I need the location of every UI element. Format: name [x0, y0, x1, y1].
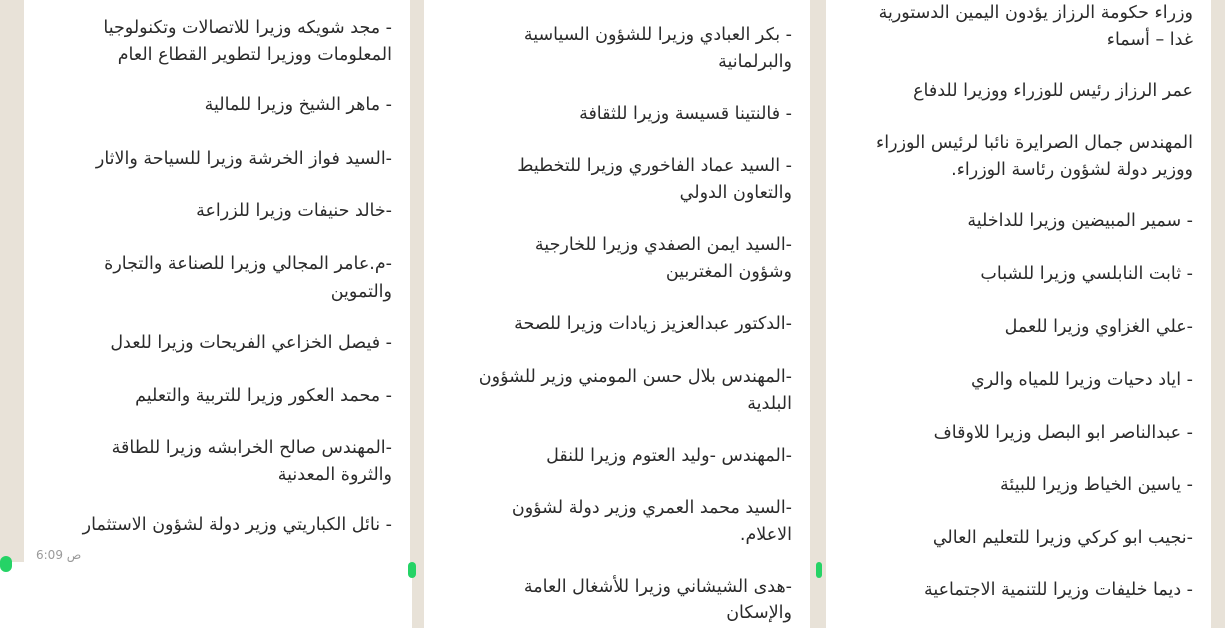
- message-line: - عبدالناصر ابو البصل وزيرا للاوقاف: [933, 423, 1193, 443]
- message-line: -علي الغزاوي وزيرا للعمل: [1004, 317, 1193, 337]
- message-timestamp: 6:09 ص: [36, 548, 82, 562]
- message-line: المعلومات ووزيرا لتطوير القطاع العام: [117, 45, 392, 65]
- message-line: وشؤون المغتربين: [665, 262, 792, 282]
- message-line: المهندس جمال الصرايرة نائبا لرئيس الوزراء: [876, 133, 1193, 153]
- message-line: -المهندس -وليد العتوم وزيرا للنقل: [546, 446, 792, 466]
- message-line: - ديما خليفات وزيرا للتنمية الاجتماعية: [923, 580, 1193, 600]
- message-line: البلدية: [747, 394, 792, 414]
- message-line: - مجد شويكه وزيرا للاتصالات وتكنولوجيا: [103, 18, 392, 38]
- message-bubble-middle: [424, 0, 810, 628]
- message-line: والتعاون الدولي: [679, 183, 792, 203]
- message-line: الاعلام.: [739, 525, 792, 545]
- message-line: والتموين: [330, 282, 392, 302]
- message-title: غدا – أسماء: [1106, 30, 1193, 50]
- message-line: -هدى الشيشاني وزيرا للأشغال العامة: [523, 577, 792, 597]
- unread-indicator-icon: [408, 562, 416, 578]
- message-line: والثروة المعدنية: [277, 465, 392, 485]
- message-line: والإسكان: [726, 603, 792, 623]
- message-line: عمر الرزاز رئيس للوزراء ووزيرا للدفاع: [913, 81, 1193, 101]
- message-line: -السيد ايمن الصفدي وزيرا للخارجية: [534, 235, 792, 255]
- message-line: - ثابت النابلسي وزيرا للشباب: [980, 264, 1193, 284]
- message-line: -السيد فواز الخرشة وزيرا للسياحة والاثار: [95, 149, 392, 169]
- blank-area: [0, 562, 412, 628]
- message-line: -السيد محمد العمري وزير دولة لشؤون: [511, 498, 792, 518]
- message-line: -المهندس بلال حسن المومني وزير للشؤون: [478, 367, 792, 387]
- message-line: -خالد حنيفات وزيرا للزراعة: [196, 201, 392, 221]
- message-line: -الدكتور عبدالعزيز زيادات وزيرا للصحة: [514, 314, 792, 334]
- message-line: -المهندس صالح الخرابشه وزيرا للطاقة: [111, 438, 392, 458]
- message-line: - فالنتينا قسيسة وزيرا للثقافة: [579, 104, 792, 124]
- unread-indicator-icon: [816, 562, 822, 578]
- message-line: - نائل الكباريتي وزير دولة لشؤون الاستثمار: [82, 515, 392, 535]
- message-line: ووزير دولة لشؤون رئاسة الوزراء.: [951, 160, 1193, 180]
- message-line: -م.عامر المجالي وزيرا للصناعة والتجارة: [104, 254, 392, 274]
- message-line: - سمير المبيضين وزيرا للداخلية: [967, 211, 1193, 231]
- message-title: وزراء حكومة الرزاز يؤدون اليمين الدستورية: [878, 3, 1193, 23]
- message-line: - اياد دحيات وزيرا للمياه والري: [971, 370, 1193, 390]
- message-bubble-right: [826, 0, 1211, 628]
- message-bubble-left: [24, 0, 410, 562]
- message-line: - ماهر الشيخ وزيرا للمالية: [204, 95, 392, 115]
- message-line: - محمد العكور وزيرا للتربية والتعليم: [135, 386, 392, 406]
- message-line: -نجيب ابو كركي وزيرا للتعليم العالي: [932, 528, 1193, 548]
- message-line: - فيصل الخزاعي الفريحات وزيرا للعدل: [110, 333, 392, 353]
- message-line: - السيد عماد الفاخوري وزيرا للتخطيط: [517, 156, 792, 176]
- message-line: والبرلمانية: [718, 52, 792, 72]
- message-line: - بكر العبادي وزيرا للشؤون السياسية: [523, 25, 792, 45]
- message-line: - ياسين الخياط وزيرا للبيئة: [1000, 475, 1193, 495]
- unread-indicator-icon: [0, 556, 12, 572]
